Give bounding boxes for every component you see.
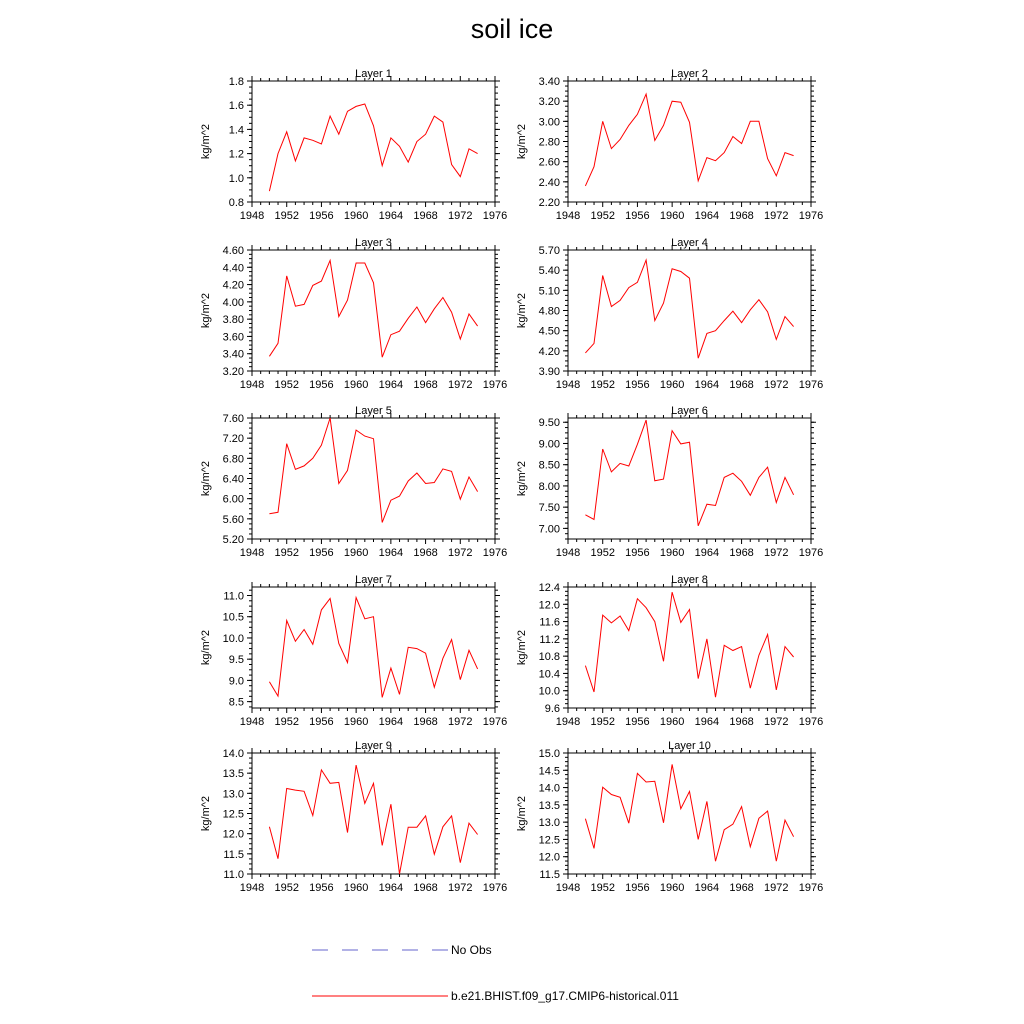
x-tick-label: 1964 <box>694 210 720 222</box>
x-tick-label: 1960 <box>659 210 685 222</box>
y-tick-label: 4.60 <box>222 245 244 257</box>
y-tick-label: 1.0 <box>228 172 244 185</box>
panel-title: Layer 8 <box>671 574 708 586</box>
y-tick-label: 6.40 <box>222 473 244 486</box>
x-tick-label: 1968 <box>413 379 438 391</box>
y-tick-label: 13.0 <box>222 788 244 801</box>
series-line-1 <box>269 765 477 874</box>
plot-frame <box>568 587 811 708</box>
x-tick-label: 1964 <box>378 547 404 559</box>
chart-panel-1 <box>200 68 507 222</box>
x-tick-label: 1960 <box>343 210 369 222</box>
panel-title: Layer 6 <box>671 405 708 417</box>
y-tick-label: 2.60 <box>538 156 560 169</box>
y-tick-label: 1.6 <box>228 100 244 113</box>
x-tick-label: 1964 <box>378 210 404 222</box>
x-tick-label: 1952 <box>590 210 615 222</box>
y-tick-label: 5.20 <box>222 534 244 546</box>
y-tick-label: 4.00 <box>222 296 244 309</box>
series-line-1 <box>585 260 793 358</box>
y-tick-label: 4.20 <box>538 345 560 358</box>
x-tick-label: 1952 <box>590 379 615 391</box>
plot-frame <box>568 250 811 371</box>
y-axis-title: kg/m^2 <box>200 460 212 497</box>
chart-panel-8 <box>516 574 823 728</box>
chart-panel-7 <box>200 574 507 728</box>
x-tick-label: 1956 <box>309 882 334 894</box>
x-tick-label: 1964 <box>694 379 720 391</box>
y-tick-label: 3.20 <box>538 96 560 109</box>
x-tick-label: 1948 <box>239 210 265 222</box>
y-tick-label: 13.0 <box>538 817 560 830</box>
y-axis-title: kg/m^2 <box>200 123 212 160</box>
y-axis-title: kg/m^2 <box>516 123 528 160</box>
y-tick-label: 5.70 <box>538 245 560 257</box>
legend-no-obs-label: No Obs <box>451 943 492 957</box>
chart-panel-3 <box>200 237 507 391</box>
x-tick-label: 1972 <box>764 547 789 559</box>
chart-panel-6 <box>516 405 823 559</box>
x-tick-label: 1968 <box>729 882 754 894</box>
x-tick-label: 1952 <box>274 716 299 728</box>
chart-panels <box>200 68 823 894</box>
plot-frame <box>568 753 811 874</box>
y-tick-label: 2.20 <box>538 197 560 209</box>
legend-model-label: b.e21.BHIST.f09_g17.CMIP6-historical.011 <box>451 989 679 1003</box>
y-tick-label: 10.4 <box>538 668 560 681</box>
x-tick-label: 1952 <box>274 547 299 559</box>
y-tick-label: 9.6 <box>544 703 560 715</box>
x-tick-label: 1972 <box>764 210 789 222</box>
x-tick-label: 1960 <box>343 716 369 728</box>
x-tick-label: 1976 <box>798 210 824 222</box>
x-tick-label: 1968 <box>413 716 438 728</box>
series-line-1 <box>269 598 477 698</box>
y-tick-label: 4.80 <box>538 305 560 318</box>
x-tick-label: 1960 <box>659 716 685 728</box>
y-tick-label: 0.8 <box>228 197 244 209</box>
y-tick-label: 8.50 <box>538 459 560 472</box>
x-tick-label: 1964 <box>694 882 720 894</box>
y-tick-label: 10.0 <box>538 685 560 698</box>
y-tick-label: 14.0 <box>538 782 560 795</box>
x-tick-label: 1956 <box>625 379 650 391</box>
y-tick-label: 13.5 <box>538 799 560 812</box>
y-tick-label: 1.2 <box>228 148 244 161</box>
x-tick-label: 1964 <box>694 716 720 728</box>
x-tick-label: 1948 <box>239 716 265 728</box>
y-tick-label: 7.20 <box>222 433 244 446</box>
x-tick-label: 1972 <box>448 379 473 391</box>
x-tick-label: 1968 <box>729 379 754 391</box>
x-tick-label: 1972 <box>448 210 473 222</box>
x-tick-label: 1948 <box>555 210 581 222</box>
panel-title: Layer 10 <box>668 740 711 752</box>
x-tick-label: 1972 <box>448 547 473 559</box>
y-axis-title: kg/m^2 <box>516 795 528 832</box>
y-tick-label: 10.5 <box>222 611 244 624</box>
y-tick-label: 3.60 <box>222 331 244 344</box>
y-tick-label: 6.80 <box>222 453 244 466</box>
x-tick-label: 1948 <box>239 882 265 894</box>
x-tick-label: 1972 <box>764 882 789 894</box>
x-tick-label: 1960 <box>659 379 685 391</box>
x-tick-label: 1956 <box>309 547 334 559</box>
y-tick-label: 9.5 <box>228 654 244 667</box>
y-tick-label: 10.0 <box>222 632 244 645</box>
x-tick-label: 1972 <box>764 716 789 728</box>
y-tick-label: 11.0 <box>223 590 244 603</box>
x-tick-label: 1960 <box>659 882 685 894</box>
chart-panel-9 <box>200 740 507 894</box>
plot-frame <box>252 81 495 202</box>
y-tick-label: 6.00 <box>222 493 244 506</box>
y-tick-label: 5.40 <box>538 265 560 278</box>
x-tick-label: 1952 <box>274 882 299 894</box>
y-tick-label: 1.8 <box>228 76 244 88</box>
y-tick-label: 3.40 <box>538 76 560 88</box>
y-tick-label: 10.8 <box>538 651 560 664</box>
x-tick-label: 1968 <box>729 716 754 728</box>
plot-frame <box>252 418 495 539</box>
x-tick-label: 1976 <box>482 379 508 391</box>
legend <box>312 943 679 1003</box>
chart-panel-10 <box>516 740 823 894</box>
x-tick-label: 1976 <box>798 547 824 559</box>
y-tick-label: 12.5 <box>222 808 244 821</box>
y-tick-label: 15.0 <box>538 748 560 760</box>
series-line-1 <box>269 260 477 357</box>
y-tick-label: 4.20 <box>222 279 244 292</box>
x-tick-label: 1964 <box>378 716 404 728</box>
series-line-1 <box>269 104 477 191</box>
x-tick-label: 1976 <box>482 210 508 222</box>
x-tick-label: 1956 <box>625 547 650 559</box>
x-tick-label: 1976 <box>482 716 508 728</box>
chart-panel-5 <box>200 405 507 559</box>
x-tick-label: 1968 <box>729 210 754 222</box>
y-tick-label: 8.5 <box>228 696 244 709</box>
x-tick-label: 1952 <box>590 882 615 894</box>
x-tick-label: 1968 <box>413 547 438 559</box>
main-title: soil ice <box>470 14 554 44</box>
x-tick-label: 1948 <box>239 547 265 559</box>
y-tick-label: 9.0 <box>228 675 244 688</box>
panel-title: Layer 3 <box>355 237 392 249</box>
x-tick-label: 1976 <box>798 716 824 728</box>
x-tick-label: 1956 <box>309 210 334 222</box>
x-tick-label: 1956 <box>309 379 334 391</box>
y-tick-label: 13.5 <box>222 768 244 781</box>
y-axis-title: kg/m^2 <box>516 629 528 666</box>
y-tick-label: 11.2 <box>539 633 560 646</box>
y-tick-label: 9.50 <box>538 417 560 430</box>
y-tick-label: 11.5 <box>539 869 560 881</box>
y-axis-title: kg/m^2 <box>200 629 212 666</box>
x-tick-label: 1972 <box>448 882 473 894</box>
x-tick-label: 1948 <box>239 379 265 391</box>
y-tick-label: 4.40 <box>222 262 244 275</box>
chart-panel-4 <box>516 237 823 391</box>
x-tick-label: 1948 <box>555 547 581 559</box>
y-tick-label: 4.50 <box>538 325 560 338</box>
panel-title: Layer 1 <box>355 68 392 80</box>
y-tick-label: 2.80 <box>538 136 560 149</box>
y-tick-label: 12.0 <box>538 851 560 864</box>
panel-title: Layer 7 <box>355 574 392 586</box>
y-tick-label: 9.00 <box>538 438 560 451</box>
y-tick-label: 3.00 <box>538 116 560 129</box>
y-axis-title: kg/m^2 <box>516 292 528 329</box>
series-line-1 <box>269 418 477 522</box>
x-tick-label: 1964 <box>378 379 404 391</box>
y-tick-label: 11.0 <box>223 869 244 881</box>
y-tick-label: 2.40 <box>538 176 560 189</box>
x-tick-label: 1976 <box>798 882 824 894</box>
x-tick-label: 1972 <box>448 716 473 728</box>
panel-title: Layer 5 <box>355 405 392 417</box>
y-tick-label: 3.40 <box>222 348 244 361</box>
y-tick-label: 5.10 <box>538 285 560 298</box>
y-tick-label: 7.00 <box>538 523 560 536</box>
series-line-1 <box>585 764 793 861</box>
x-tick-label: 1968 <box>729 547 754 559</box>
y-tick-label: 7.60 <box>222 413 244 425</box>
y-tick-label: 11.6 <box>539 616 560 629</box>
plot-frame <box>252 587 495 708</box>
y-tick-label: 12.4 <box>538 582 560 594</box>
y-tick-label: 14.5 <box>538 765 560 778</box>
y-tick-label: 12.0 <box>538 599 560 612</box>
x-tick-label: 1976 <box>798 379 824 391</box>
y-tick-label: 3.20 <box>222 366 244 378</box>
x-tick-label: 1952 <box>274 379 299 391</box>
plot-frame <box>568 81 811 202</box>
plot-frame <box>568 418 811 539</box>
x-tick-label: 1972 <box>764 379 789 391</box>
x-tick-label: 1964 <box>378 882 404 894</box>
x-tick-label: 1976 <box>482 547 508 559</box>
x-tick-label: 1968 <box>413 210 438 222</box>
y-tick-label: 14.0 <box>222 748 244 760</box>
x-tick-label: 1956 <box>309 716 334 728</box>
chart-panel-2 <box>516 68 823 222</box>
x-tick-label: 1948 <box>555 716 581 728</box>
x-tick-label: 1960 <box>659 547 685 559</box>
y-tick-label: 3.90 <box>538 366 560 378</box>
y-tick-label: 7.50 <box>538 502 560 515</box>
x-tick-label: 1952 <box>590 547 615 559</box>
x-tick-label: 1952 <box>590 716 615 728</box>
x-tick-label: 1964 <box>694 547 720 559</box>
x-tick-label: 1976 <box>482 882 508 894</box>
y-tick-label: 12.0 <box>222 828 244 841</box>
y-axis-title: kg/m^2 <box>516 460 528 497</box>
y-tick-label: 5.60 <box>222 513 244 526</box>
x-tick-label: 1960 <box>343 379 369 391</box>
y-axis-title: kg/m^2 <box>200 292 212 329</box>
y-tick-label: 3.80 <box>222 314 244 327</box>
x-tick-label: 1956 <box>625 882 650 894</box>
y-tick-label: 11.5 <box>223 848 244 861</box>
y-tick-label: 12.5 <box>538 834 560 847</box>
x-tick-label: 1948 <box>555 882 581 894</box>
x-tick-label: 1956 <box>625 716 650 728</box>
series-line-1 <box>585 94 793 186</box>
y-tick-label: 1.4 <box>228 124 244 137</box>
x-tick-label: 1960 <box>343 882 369 894</box>
x-tick-label: 1948 <box>555 379 581 391</box>
y-tick-label: 8.00 <box>538 480 560 493</box>
x-tick-label: 1956 <box>625 210 650 222</box>
x-tick-label: 1952 <box>274 210 299 222</box>
plot-frame <box>252 250 495 371</box>
panel-title: Layer 4 <box>671 237 708 249</box>
x-tick-label: 1968 <box>413 882 438 894</box>
panel-title: Layer 2 <box>671 68 708 80</box>
series-line-1 <box>585 592 793 697</box>
panel-title: Layer 9 <box>355 740 392 752</box>
y-axis-title: kg/m^2 <box>200 795 212 832</box>
series-line-1 <box>585 420 793 526</box>
x-tick-label: 1960 <box>343 547 369 559</box>
